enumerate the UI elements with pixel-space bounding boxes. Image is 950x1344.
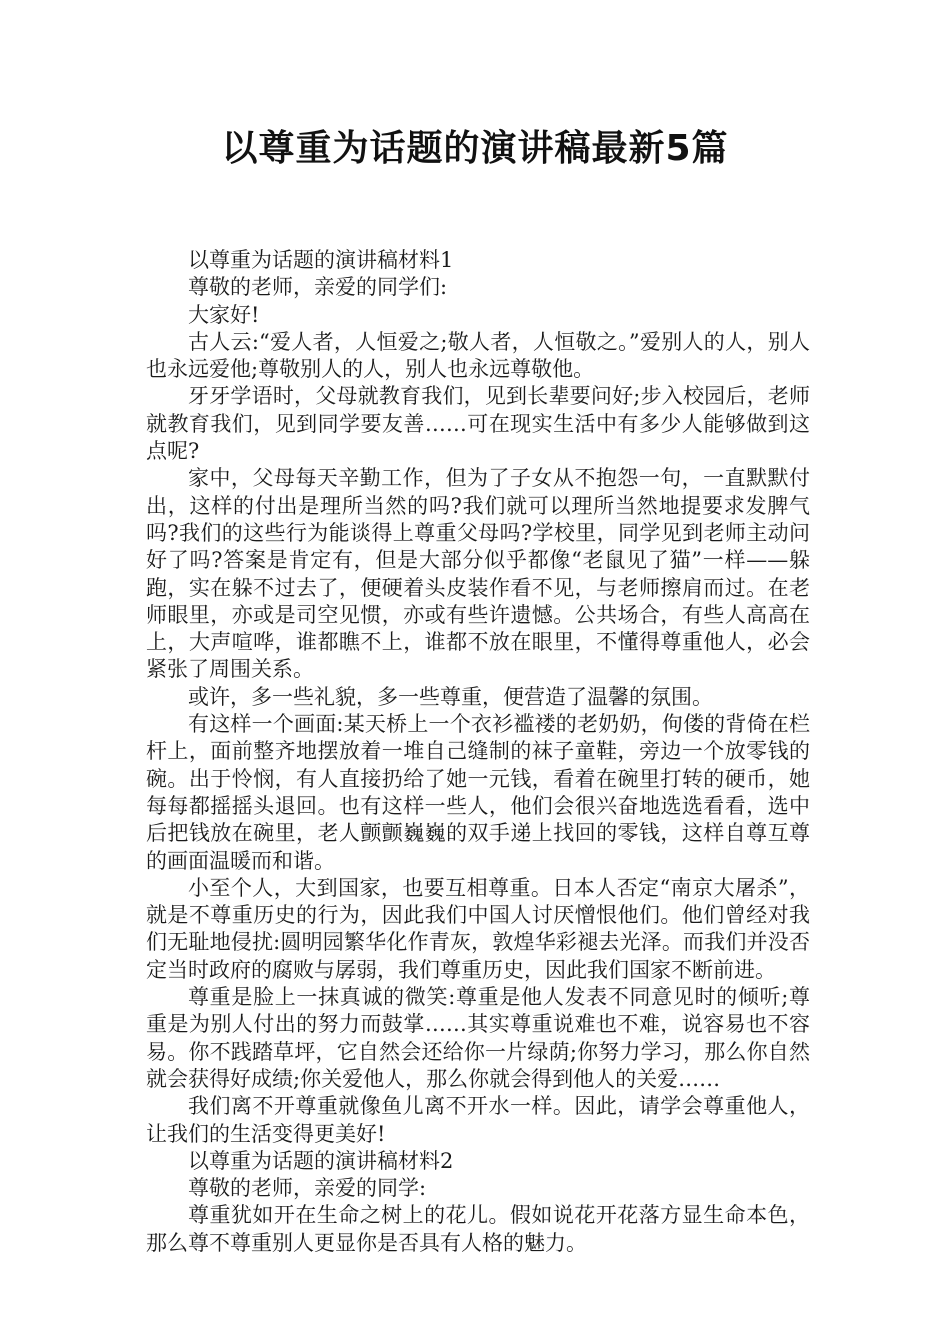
- section-heading-2: 以尊重为话题的演讲稿材料2: [188, 1148, 454, 1173]
- document-title: 以尊重为话题的演讲稿最新5篇: [221, 128, 729, 169]
- greeting: 大家好!: [188, 302, 260, 327]
- salutation: 尊敬的老师，亲爱的同学们:: [188, 275, 448, 300]
- paragraph: 或许，多一些礼貌，多一些尊重，便营造了温馨的氛围。: [188, 684, 713, 709]
- paragraph: 尊重犹如开在生命之树上的花儿。假如说花开花落方显生命本色，那么尊不尊重别人更显你是否具有人格的魅力。: [146, 1203, 810, 1255]
- salutation: 尊敬的老师，亲爱的同学:: [188, 1176, 427, 1201]
- paragraph: 小至个人，大到国家，也要互相尊重。日本人否定“南京大屠杀”，就是不尊重历史的行为，因此我们中国人讨厌憎恨他们。他们曾经对我们无耻地侵扰:圆明园繁华化作青灰，敦煌华彩褪去光泽。而我们并没否定当时政府的腐败与孱弱，我们尊重历史，因此我们国家不断前进。: [146, 875, 810, 982]
- document-body: [146, 247, 810, 1257]
- paragraph: 我们离不开尊重就像鱼儿离不开水一样。因此，请学会尊重他人，让我们的生活变得更美好!: [146, 1094, 810, 1146]
- paragraph: 古人云:“爱人者，人恒爱之;敬人者，人恒敬之。”爱别人的人，别人也永远爱他;尊敬别人的人，别人也永远尊敬他。: [146, 329, 810, 382]
- paragraph: 尊重是脸上一抹真诚的微笑:尊重是他人发表不同意见时的倾听;尊重是为别人付出的努力而鼓掌……其实尊重说难也不难，说容易也不容易。你不践踏草坪，它自然会还给你一片绿荫;你努力学习，那么你自然就会获得好成绩;你关爱他人，那么你就会得到他人的关爱……: [146, 985, 810, 1091]
- paragraph: 有这样一个画面:某天桥上一个衣衫褴褛的老奶奶，佝偻的背倚在栏杆上，面前整齐地摆放着一堆自己缝制的袜子童鞋，旁边一个放零钱的碗。出于怜悯，有人直接扔给了她一元钱，看着在碗里打转的硬币，她每每都摇摇头退回。也有这样一些人，他们会很兴奋地选选看看，选中后把钱放在碗里，老人颤颤巍巍的双手递上找回的零钱，这样自尊互尊的画面温暖而和谐。: [146, 712, 810, 873]
- paragraph: 牙牙学语时，父母就教育我们，见到长辈要问好;步入校园后，老师就教育我们，见到同学要友善……可在现实生活中有多少人能够做到这点呢?: [146, 384, 810, 464]
- paragraph: 家中，父母每天辛勤工作，但为了子女从不抱怨一句，一直默默付出，这样的付出是理所当然的吗?我们就可以理所当然地提要求发脾气吗?我们的这些行为能谈得上尊重父母吗?学校里，同学见到老师主动问好了吗?答案是肯定有，但是大部分似乎都像“老鼠见了猫”一样——躲跑，实在躲不过去了，便硬着头皮装作看不见，与老师擦肩而过。在老师眼里，亦或是司空见惯，亦或有些许遗憾。公共场合，有些人高高在上，大声喧哗，谁都瞧不上，谁都不放在眼里，不懂得尊重他人，必会紧张了周围关系。: [146, 466, 810, 682]
- section-heading-1: 以尊重为话题的演讲稿材料1: [188, 248, 454, 272]
